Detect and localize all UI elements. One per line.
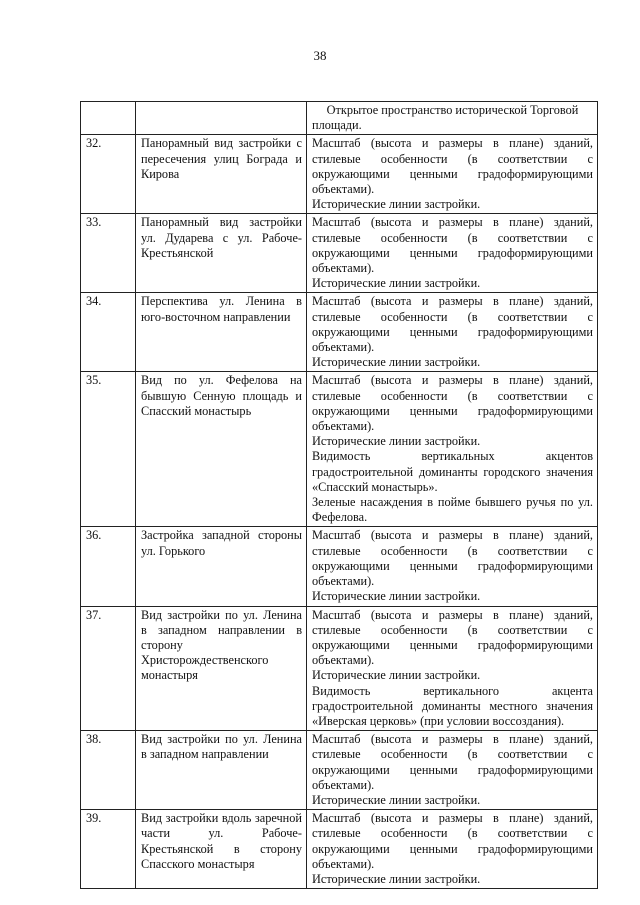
regulation-cell	[307, 810, 598, 889]
regulations-table	[80, 101, 598, 889]
view-description-cell: Панорамный вид застройки с пересечения улиц Бограда и Кирова	[136, 135, 307, 214]
regulation-line: Масштаб (высота и размеры в плане) зданий, стилевые особенности (в соответствии с окружающими ценными градоформирующими объектами).	[312, 294, 593, 355]
regulation-line: Исторические линии застройки.	[312, 197, 481, 212]
regulation-line: Исторические линии застройки.	[312, 589, 481, 604]
regulation-line: Масштаб (высота и размеры в плане) зданий, стилевые особенности (в соответствии с окружающими ценными градоформирующими объектами).	[312, 136, 593, 197]
regulation-line: Масштаб (высота и размеры в плане) зданий, стилевые особенности (в соответствии с окружающими ценными градоформирующими объектами).	[312, 607, 593, 668]
regulation-cell	[307, 372, 598, 527]
regulation-line: Открытое пространство исторической Торговой площади.	[312, 103, 579, 133]
table-row	[81, 527, 598, 606]
regulation-line: Исторические линии застройки.	[312, 792, 481, 807]
row-number-cell: 35.	[81, 372, 136, 527]
page-number: 38	[313, 48, 327, 63]
regulation-line: Исторические линии застройки.	[312, 668, 481, 683]
table-row	[81, 293, 598, 372]
regulation-cell	[307, 293, 598, 372]
regulation-line: Видимость вертикального акцента градостроительной доминанты местного значения «Иверская церковь» (при условии воссоздания).	[312, 683, 593, 728]
regulation-line: Зеленые насаждения в пойме бывшего ручья по ул. Фефелова.	[312, 495, 593, 525]
regulation-line: Исторические линии застройки.	[312, 434, 481, 449]
regulation-cell	[307, 214, 598, 293]
row-number-cell: 38.	[81, 731, 136, 810]
regulation-cell	[307, 135, 598, 214]
table-row	[81, 810, 598, 889]
regulation-line: Масштаб (высота и размеры в плане) зданий, стилевые особенности (в соответствии с окружающими ценными градоформирующими объектами).	[312, 811, 593, 871]
regulation-cell	[307, 102, 598, 135]
row-number-cell: 36.	[81, 527, 136, 606]
regulation-line: Исторические линии застройки.	[312, 355, 481, 370]
view-description-cell	[136, 102, 307, 135]
table-row	[81, 372, 598, 527]
view-description-cell: Вид застройки по ул. Ленина в западном направлении в сторону Христорождественского монастыря	[136, 606, 307, 731]
view-description-cell: Вид по ул. Фефелова на бывшую Сенную площадь и Спасский монастырь	[136, 372, 307, 527]
view-description-cell: Перспектива ул. Ленина в юго-восточном направлении	[136, 293, 307, 372]
view-description-cell: Панорамный вид застройки ул. Дударева с ул. Рабоче-Крестьянской	[136, 214, 307, 293]
regulation-line: Масштаб (высота и размеры в плане) зданий, стилевые особенности (в соответствии с окружающими ценными градоформирующими объектами).	[312, 215, 593, 276]
regulation-line: Масштаб (высота и размеры в плане) зданий, стилевые особенности (в соответствии с окружающими ценными градоформирующими объектами).	[312, 528, 593, 589]
table-row	[81, 135, 598, 214]
view-description-cell: Вид застройки по ул. Ленина в западном направлении	[136, 731, 307, 810]
regulation-line: Исторические линии застройки.	[312, 871, 481, 886]
table-row	[81, 731, 598, 810]
row-number-cell: 34.	[81, 293, 136, 372]
table-row	[81, 214, 598, 293]
regulation-cell	[307, 731, 598, 810]
table-body	[81, 102, 598, 889]
table-row	[81, 606, 598, 731]
regulation-line: Масштаб (высота и размеры в плане) зданий, стилевые особенности (в соответствии с окружающими ценными градоформирующими объектами).	[312, 732, 593, 792]
regulation-line: Масштаб (высота и размеры в плане) зданий, стилевые особенности (в соответствии с окружающими ценными градоформирующими объектами).	[312, 373, 593, 434]
regulation-line: Исторические линии застройки.	[312, 276, 481, 291]
row-number-cell: 39.	[81, 810, 136, 889]
regulation-line: Видимость вертикальных акцентов градостроительной доминанты городского значения «Спасский монастырь».	[312, 449, 593, 494]
row-number-cell: 33.	[81, 214, 136, 293]
regulation-cell	[307, 527, 598, 606]
view-description-cell: Вид застройки вдоль заречной части ул. Рабоче-Крестьянской в сторону Спасского монастыря	[136, 810, 307, 889]
row-number-cell	[81, 102, 136, 135]
row-number-cell: 37.	[81, 606, 136, 731]
view-description-cell: Застройка западной стороны ул. Горького	[136, 527, 307, 606]
row-number-cell: 32.	[81, 135, 136, 214]
regulation-cell	[307, 606, 598, 731]
table-row	[81, 102, 598, 135]
